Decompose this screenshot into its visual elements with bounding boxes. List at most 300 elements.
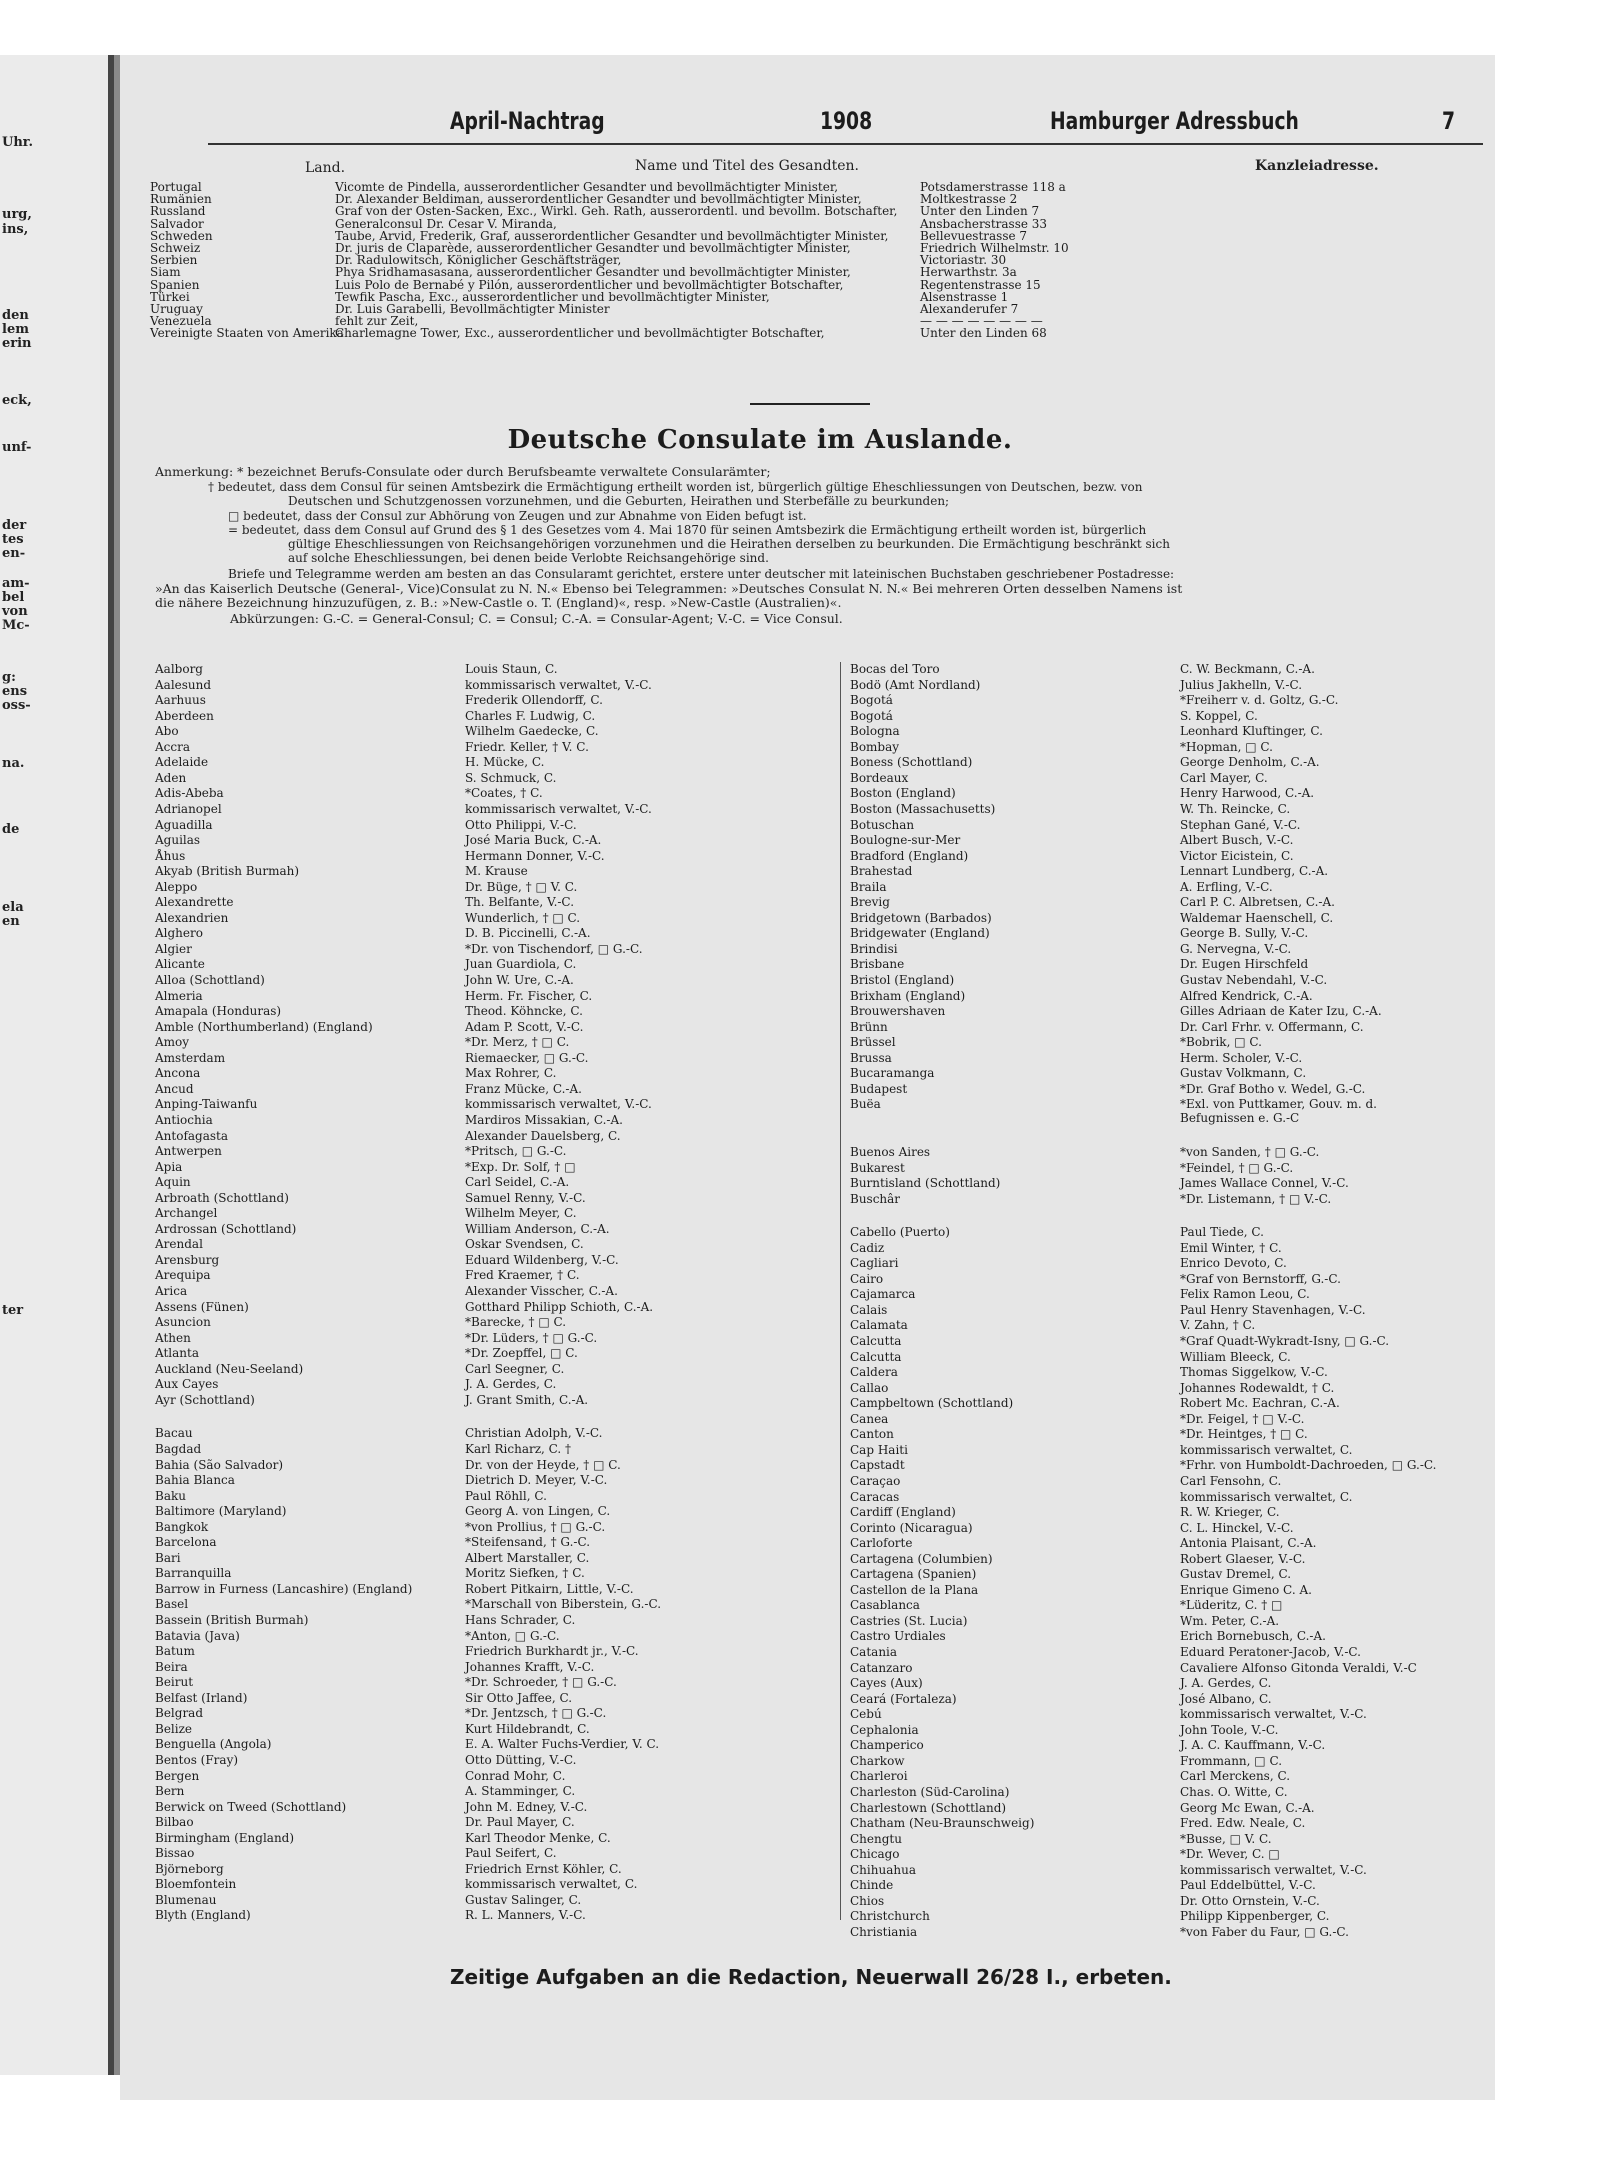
consulate-place: Calamata: [850, 1318, 908, 1333]
consulate-place: Atlanta: [155, 1346, 199, 1361]
consulate-holder: Carl Mayer, C.: [1180, 770, 1268, 785]
consulate-place: Ardrossan (Schottland): [155, 1221, 297, 1236]
consulate-holder: Carl Merckens, C.: [1180, 1769, 1291, 1784]
consulate-entry: [850, 1082, 1410, 1097]
consulate-holder: *Pritsch, □ G.-C.: [465, 1144, 567, 1159]
consulate-entry: [155, 895, 695, 910]
consulate-holder: Wunderlich, † □ C.: [465, 910, 581, 925]
consulate-place: Amsterdam: [155, 1050, 226, 1065]
margin-fragment: ens: [2, 684, 28, 699]
consulate-place: Beirut: [155, 1675, 194, 1690]
consulate-entry: [155, 1613, 695, 1628]
consulate-place: Blumenau: [155, 1892, 217, 1907]
consulate-entry: [155, 1597, 695, 1612]
consulate-holder: Waldemar Haenschell, C.: [1180, 910, 1334, 925]
consulate-holder: Samuel Renny, V.-C.: [465, 1190, 586, 1205]
consulate-holder: Adam P. Scott, V.-C.: [465, 1019, 584, 1034]
consulate-entry: [155, 1268, 695, 1283]
consulate-place: Cagliari: [850, 1256, 899, 1271]
consulate-entry: [850, 1754, 1410, 1769]
previous-page-edge: [0, 55, 108, 2075]
consulate-entry: [155, 973, 695, 988]
consulate-holder: Cavaliere Alfonso Gitonda Veraldi, V.-C: [1180, 1660, 1417, 1675]
consulate-entry: [850, 1521, 1410, 1536]
consulate-holder: Dr. Carl Frhr. v. Offermann, C.: [1180, 1019, 1364, 1034]
consulate-holder: Enrico Devoto, C.: [1180, 1256, 1287, 1271]
consulate-place: Belgrad: [155, 1706, 204, 1721]
consulate-entry: [850, 1272, 1410, 1287]
consulate-entry: [155, 1706, 695, 1721]
consulate-place: Assens (Fünen): [155, 1299, 249, 1314]
consulate-holder: Robert Pitkairn, Little, V.-C.: [465, 1581, 634, 1596]
consulate-holder: Gustav Nebendahl, V.-C.: [1180, 973, 1328, 987]
consulate-place: Bodö (Amt Nordland): [850, 677, 981, 692]
consulate-entry: [850, 1909, 1410, 1924]
consulate-holder: Emil Winter, † C.: [1180, 1240, 1282, 1255]
consulate-holder: Henry Harwood, C.-A.: [1180, 786, 1315, 801]
margin-fragment: den: [2, 308, 29, 323]
consulate-holder: S. Schmuck, C.: [465, 770, 557, 785]
consulate-entry: [850, 1241, 1410, 1256]
consulate-holder: R. L. Manners, V.-C.: [465, 1908, 586, 1923]
consulate-holder: kommissarisch verwaltet, V.-C.: [1180, 1707, 1367, 1722]
consulate-entry: [155, 957, 695, 972]
consulate-holder: Sir Otto Jaffee, C.: [465, 1690, 573, 1705]
consulate-entry: [155, 1877, 695, 1892]
consulate-place: Cayes (Aux): [850, 1676, 923, 1691]
consulate-entry: [155, 1800, 695, 1815]
consulate-entry: [155, 1191, 695, 1206]
legation-address: Alsenstrasse 1: [920, 289, 1009, 304]
consulate-holder: Paul Eddelbüttel, V.-C.: [1180, 1878, 1316, 1893]
consulate-holder: *Dr. Jentzsch, † □ G.-C.: [465, 1706, 607, 1721]
margin-fragment: Uhr.: [2, 135, 33, 150]
consulate-entry: [850, 926, 1410, 941]
margin-fragment: na.: [2, 756, 25, 771]
consulate-entry: [850, 1365, 1410, 1380]
consulate-holder: Hermann Donner, V.-C.: [465, 848, 605, 863]
consulate-entry: [155, 1393, 695, 1408]
note-line: Deutschen und Schutzgenossen vorzunehmen, und die Geburten, Heirathen und Sterbefälle zu beurkunden;: [288, 494, 950, 508]
legation-address: Ansbacherstrasse 33: [920, 216, 1048, 231]
consulate-place: Abo: [155, 724, 179, 739]
consulate-holder: José Albano, C.: [1180, 1691, 1272, 1706]
consulate-place: Caraçao: [850, 1473, 901, 1488]
consulate-holder: Th. Belfante, V.-C.: [465, 895, 575, 910]
consulate-place: Amapala (Honduras): [155, 1004, 282, 1019]
consulate-holder: Charles F. Ludwig, C.: [465, 708, 596, 723]
consulate-entry: [850, 1020, 1410, 1035]
consulate-place: Antwerpen: [155, 1144, 222, 1159]
consulate-holder: Gotthard Philipp Schioth, C.-A.: [465, 1299, 654, 1314]
consulate-place: Bern: [155, 1784, 185, 1799]
consulate-place: Brussa: [850, 1050, 892, 1065]
consulate-entry: [155, 1097, 695, 1112]
consulate-holder: Robert Mc. Eachran, C.-A.: [1180, 1396, 1340, 1411]
legation-envoy: Graf von der Osten-Sacken, Exc., Wirkl. Geh. Rath, ausserordentl. und bevollm. Botschafter,: [335, 204, 898, 219]
legation-envoy: Taube, Arvid, Frederik, Graf, ausserordentlicher Gesandter und bevollmächtigter Minister,: [335, 228, 889, 243]
consulate-place: Brisbane: [850, 957, 905, 972]
consulate-holder: kommissarisch verwaltet, C.: [1180, 1489, 1353, 1504]
consulate-place: Brüssel: [850, 1035, 896, 1050]
consulate-place: Capstadt: [850, 1458, 905, 1473]
consulate-place: Aguadilla: [155, 817, 213, 832]
consulate-entry: [850, 1145, 1410, 1160]
consulate-place: Cardiff (England): [850, 1505, 956, 1520]
consulate-holder: Carl Seidel, C.-A.: [465, 1175, 570, 1190]
consulate-holder: kommissarisch verwaltet, V.-C.: [465, 677, 652, 692]
margin-fragment: von: [2, 604, 28, 619]
consulate-holder: Erich Bornebusch, C.-A.: [1180, 1629, 1326, 1644]
consulate-place: Birmingham (England): [155, 1830, 295, 1845]
consulate-holder: Fred. Edw. Neale, C.: [1180, 1816, 1306, 1831]
consulate-holder: Herm. Fr. Fischer, C.: [465, 988, 593, 1003]
consulate-entry: [850, 662, 1410, 677]
consulate-entry: [155, 709, 695, 724]
legation-envoy: Generalconsul Dr. Cesar V. Miranda,: [335, 216, 557, 231]
consulate-holder: R. W. Krieger, C.: [1180, 1505, 1280, 1520]
consulate-place: Cap Haiti: [850, 1442, 908, 1457]
consulate-holder: *Dr. Listemann, † □ V.-C.: [1180, 1191, 1332, 1206]
consulate-holder: *Dr. Feigel, † □ V.-C.: [1180, 1411, 1305, 1426]
consulate-holder: Gustav Volkmann, C.: [1180, 1066, 1307, 1081]
consulate-holder: Dr. Büge, † □ V. C.: [465, 879, 578, 894]
consulate-holder: William Anderson, C.-A.: [465, 1221, 610, 1236]
header-issue: April-Nachtrag: [450, 107, 605, 135]
consulate-place: Aalesund: [155, 677, 212, 692]
consulate-holder: J. A. Gerdes, C.: [1180, 1676, 1272, 1691]
legation-country: Uruguay: [150, 302, 203, 316]
consulate-holder: Lennart Lundberg, C.-A.: [1180, 864, 1329, 879]
consulate-holder: Mardiros Missakian, C.-A.: [465, 1112, 623, 1127]
legation-envoy: fehlt zur Zeit,: [335, 314, 419, 329]
consulate-holder: *Feindel, † □ G.-C.: [1180, 1160, 1294, 1175]
consulate-entry: [850, 1863, 1410, 1878]
legation-envoy: Vicomte de Pindella, ausserordentlicher Gesandter und bevollmächtigter Minister,: [335, 180, 839, 194]
consulate-place: Alloa (Schottland): [155, 973, 265, 987]
consulate-entry: [155, 1004, 695, 1019]
consulate-holder: J. A. Gerdes, C.: [465, 1377, 557, 1392]
consulate-place: Budapest: [850, 1081, 908, 1096]
consulate-holder: Gilles Adriaan de Kater Izu, C.-A.: [1180, 1004, 1382, 1019]
consulate-place: Bristol (England): [850, 973, 955, 987]
consulate-place: Bridgewater (England): [850, 926, 990, 941]
legation-envoy: Phya Sridhamasasana, ausserordentlicher Gesandter und bevollmächtigter Minister,: [335, 265, 851, 280]
consulate-holder: Alexander Dauelsberg, C.: [465, 1128, 621, 1143]
consulate-entry: [850, 1412, 1410, 1427]
consulate-place: Aalborg: [155, 662, 203, 676]
consulate-place: Campbeltown (Schottland): [850, 1396, 1014, 1411]
consulate-entry: [155, 1489, 695, 1504]
consulate-entry: [155, 771, 695, 786]
consulate-entry: [155, 1815, 695, 1830]
margin-fragment: oss-: [2, 698, 31, 713]
margin-fragment: erin: [2, 336, 32, 351]
consulate-entry: [850, 1536, 1410, 1551]
consulate-entry: [155, 1551, 695, 1566]
consulate-entry: [850, 957, 1410, 972]
consulate-place: Ceará (Fortaleza): [850, 1691, 957, 1706]
consulate-entry: [155, 693, 695, 708]
consulate-entry: [155, 1237, 695, 1252]
consulate-holder: *Graf Quadt-Wykradt-Isny, □ G.-C.: [1180, 1334, 1390, 1348]
consulate-holder: Friedr. Keller, † V. C.: [465, 739, 589, 754]
legation-address: Moltkestrasse 2: [920, 192, 1018, 207]
legation-address: Unter den Linden 68: [920, 326, 1047, 341]
consulate-holder: Philipp Kippenberger, C.: [1180, 1909, 1330, 1924]
consulate-place: Chihuahua: [850, 1862, 916, 1877]
consulate-place: Aberdeen: [155, 708, 214, 723]
consulate-place: Chatham (Neu-Braunschweig): [850, 1816, 1035, 1831]
consulate-place: Cabello (Puerto): [850, 1225, 950, 1240]
consulate-place: Brixham (England): [850, 988, 966, 1003]
margin-fragment: Mc-: [2, 618, 30, 633]
consulate-place: Charleroi: [850, 1769, 908, 1784]
consulate-holder: Herm. Scholer, V.-C.: [1180, 1050, 1303, 1065]
consulate-holder: *Bobrik, □ C.: [1180, 1035, 1262, 1050]
consulate-entry: [850, 1614, 1410, 1629]
consulate-holder: Louis Staun, C.: [465, 662, 558, 676]
consulate-place: Bocas del Toro: [850, 662, 940, 676]
consulate-entry: [850, 1318, 1410, 1333]
consulate-entry: [850, 1066, 1410, 1081]
consulate-holder: Christian Adolph, V.-C.: [465, 1426, 603, 1441]
legation-country: Venezuela: [150, 314, 212, 329]
consulate-place: Ancud: [155, 1081, 194, 1096]
consulate-place: Athen: [155, 1330, 191, 1345]
consulate-place: Cebú: [850, 1707, 882, 1722]
consulate-entry: [850, 771, 1410, 786]
consulate-holder: *von Prollius, † □ G.-C.: [465, 1519, 606, 1534]
consulate-holder: Fred Kraemer, † C.: [465, 1268, 580, 1283]
consulate-place: Asuncion: [155, 1315, 211, 1330]
consulate-entry: [155, 1377, 695, 1392]
consulate-holder: *Lüderitz, C. † □: [1180, 1598, 1283, 1613]
consulate-place: Calais: [850, 1302, 888, 1317]
consulate-place: Aarhuus: [155, 693, 206, 708]
consulate-entry: [155, 1113, 695, 1128]
consulate-entry: [155, 1582, 695, 1597]
consulate-holder: J. A. C. Kauffmann, V.-C.: [1180, 1738, 1326, 1753]
consulate-holder: Victor Eicistein, C.: [1180, 848, 1294, 863]
consulate-entry: [155, 1908, 695, 1923]
consulate-holder: Dr. Otto Ornstein, V.-C.: [1180, 1893, 1320, 1908]
consulate-entry: [155, 1129, 695, 1144]
legation-address: — — — — — — — —: [920, 314, 1043, 329]
consulate-entry: [850, 895, 1410, 910]
legation-address: Alexanderufer 7: [920, 302, 1019, 316]
consulate-place: Boston (Massachusetts): [850, 801, 996, 816]
consulate-entry: [155, 1846, 695, 1861]
legation-country: Serbien: [150, 253, 198, 268]
consulate-holder: Georg Mc Ewan, C.-A.: [1180, 1800, 1315, 1815]
consulate-place: Charlestown (Schottland): [850, 1800, 1007, 1815]
consulate-holder: Hans Schrader, C.: [465, 1613, 576, 1627]
consulate-holder: kommissarisch verwaltet, V.-C.: [465, 801, 652, 816]
margin-fragment: eck,: [2, 393, 32, 408]
consulate-holder: kommissarisch verwaltet, C.: [1180, 1442, 1353, 1457]
consulate-place: Ayr (Schottland): [155, 1392, 255, 1407]
consulate-holder: Frederik Ollendorff, C.: [465, 693, 603, 708]
consulate-place: Bradford (England): [850, 848, 969, 863]
consulate-entry: [155, 1346, 695, 1361]
consulate-entry: [155, 1753, 695, 1768]
consulate-holder: Dietrich D. Meyer, V.-C.: [465, 1473, 608, 1488]
consulate-entry: [850, 1847, 1410, 1862]
consulate-holder: Alexander Visscher, C.-A.: [465, 1284, 618, 1298]
margin-fragment: ins,: [2, 222, 29, 237]
consulate-place: Batavia (Java): [155, 1628, 240, 1643]
consulate-entry: [850, 1925, 1410, 1940]
consulate-holder: *Dr. Merz, † □ C.: [465, 1035, 570, 1050]
consulate-place: Belfast (Irland): [155, 1690, 248, 1705]
consulate-holder: John W. Ure, C.-A.: [465, 973, 574, 987]
legation-country: Portugal: [150, 180, 202, 194]
consulate-holder: *Coates, † C.: [465, 786, 543, 801]
legation-address: Regentenstrasse 15: [920, 277, 1041, 292]
consulate-holder: Julius Jakhelln, V.-C.: [1180, 677, 1303, 692]
consulate-place: Bloemfontein: [155, 1877, 237, 1892]
consulate-holder: Paul Röhll, C.: [465, 1488, 547, 1503]
consulate-entry: [850, 1894, 1410, 1909]
consulate-entry: [155, 1206, 695, 1221]
consulate-place: Chinde: [850, 1878, 894, 1893]
document-page: [120, 55, 1495, 2100]
margin-fragment: unf-: [2, 440, 32, 455]
legation-envoy: Dr. juris de Claparède, ausserordentlicher Gesandter und bevollmächtigter Minister,: [335, 241, 851, 255]
consulate-place: Bahia Blanca: [155, 1473, 235, 1488]
consulate-entry: [155, 1769, 695, 1784]
consulate-holder: James Wallace Connel, V.-C.: [1180, 1176, 1349, 1191]
consulate-entry: [850, 1723, 1410, 1738]
consulate-place: Bacau: [155, 1426, 193, 1441]
consulate-place: Cajamarca: [850, 1287, 916, 1302]
consulate-holder: George Denholm, C.-A.: [1180, 755, 1320, 770]
legation-country: Rumänien: [150, 192, 212, 207]
consulate-holder: *Dr. Heintges, † □ C.: [1180, 1427, 1308, 1442]
consulate-entry: [155, 1737, 695, 1752]
consulate-holder: Friedrich Burkhardt jr., V.-C.: [465, 1644, 639, 1659]
consulate-entry: [850, 880, 1410, 895]
consulate-entry: [155, 1691, 695, 1706]
note-line: = bedeutet, dass dem Consul auf Grund des § 1 des Gesetzes vom 4. Mai 1870 für seinen Amtsbezirk die Ermächtigung ertheilt worden ist, bürgerlich: [228, 523, 1147, 537]
consulate-entry: [155, 678, 695, 693]
consulate-place: Almeria: [155, 988, 203, 1003]
consulate-holder: *Graf von Bernstorff, G.-C.: [1180, 1271, 1341, 1286]
consulate-place: Casablanca: [850, 1598, 920, 1613]
consulate-holder: *Marschall von Biberstein, G.-C.: [465, 1597, 662, 1612]
consulate-entry: [155, 1784, 695, 1799]
consulate-place: Brindisi: [850, 941, 898, 956]
consulate-entry: [850, 1350, 1410, 1365]
consulate-entry: [155, 1893, 695, 1908]
consulate-holder: V. Zahn, † C.: [1180, 1318, 1256, 1333]
consulate-holder: Oskar Svendsen, C.: [465, 1237, 584, 1252]
consulate-entry: [155, 724, 695, 739]
consulate-place: Brevig: [850, 895, 890, 910]
col-header-land: Land.: [305, 160, 346, 176]
consulate-entry: [850, 1567, 1410, 1582]
consulate-place: Brahestad: [850, 864, 913, 879]
consulate-holder: kommissarisch verwaltet, C.: [465, 1877, 638, 1892]
header-title: Hamburger Adressbuch: [1050, 107, 1299, 135]
consulate-place: Castellon de la Plana: [850, 1582, 979, 1597]
consulate-entry: [850, 911, 1410, 926]
consulate-holder: *Dr. Wever, C. □: [1180, 1847, 1280, 1862]
consulate-holder: *Anton, □ G.-C.: [465, 1628, 560, 1643]
margin-fragment: ter: [2, 1303, 24, 1318]
consulate-entry: [850, 678, 1410, 693]
consulate-holder: *Dr. Zoepffel, □ C.: [465, 1346, 578, 1361]
consulate-holder: Otto Dütting, V.-C.: [465, 1752, 577, 1767]
consulate-place: Canea: [850, 1411, 889, 1426]
consulate-entry: [155, 911, 695, 926]
consulate-entry: [155, 864, 695, 879]
consulate-place: Chengtu: [850, 1831, 902, 1846]
consulate-place: Cartagena (Spanien): [850, 1567, 977, 1582]
consulate-place: Buëa: [850, 1097, 881, 1112]
consulate-entry: [850, 1097, 1410, 1126]
consulate-holder: Dr. Paul Mayer, C.: [465, 1815, 575, 1830]
consulate-entry: [850, 1004, 1410, 1019]
consulate-holder: Chas. O. Witte, C.: [1180, 1784, 1288, 1799]
consulate-entry: [155, 662, 695, 677]
consulate-place: Canton: [850, 1427, 894, 1442]
consulate-entry: [850, 1396, 1410, 1411]
legation-country: Schweiz: [150, 241, 201, 255]
consulate-place: Apia: [155, 1159, 183, 1174]
consulate-place: Burntisland (Schottland): [850, 1176, 1001, 1191]
consulate-entry: [850, 1256, 1410, 1271]
consulate-entry: [155, 1426, 695, 1441]
consulate-place: Alexandrette: [155, 895, 234, 910]
consulate-place: Cartagena (Columbien): [850, 1551, 993, 1566]
consulate-entry: [850, 1176, 1410, 1191]
consulate-holder: C. W. Beckmann, C.-A.: [1180, 662, 1315, 676]
consulate-place: Aleppo: [155, 879, 198, 894]
consulate-holder: Paul Henry Stavenhagen, V.-C.: [1180, 1302, 1366, 1317]
consulate-place: Buenos Aires: [850, 1144, 931, 1159]
consulate-entry: [850, 864, 1410, 879]
consulate-entry: [850, 740, 1410, 755]
consulate-place: Aden: [155, 770, 187, 785]
consulate-entry: [850, 942, 1410, 957]
consulate-holder: *Exl. von Puttkamer, Gouv. m. d. Befugnissen e. G.-C: [1180, 1097, 1377, 1126]
consulate-holder: John M. Edney, V.-C.: [465, 1799, 588, 1814]
legation-envoy: Tewfik Pascha, Exc., ausserordentlicher und bevollmächtigter Minister,: [335, 289, 770, 304]
consulate-place: Braila: [850, 879, 887, 894]
consulate-place: Bologna: [850, 724, 900, 739]
consulate-place: Catania: [850, 1645, 898, 1659]
consulate-entry: [155, 1144, 695, 1159]
consulate-holder: Paul Tiede, C.: [1180, 1225, 1264, 1240]
consulate-place: Bagdad: [155, 1441, 202, 1456]
consulate-entry: [850, 1443, 1410, 1458]
consulate-entry: [155, 1504, 695, 1519]
consulate-place: Cairo: [850, 1271, 884, 1286]
consulate-place: Alexandrien: [155, 910, 229, 925]
consulate-holder: Wilhelm Meyer, C.: [465, 1206, 577, 1221]
consulate-entry: [850, 1225, 1410, 1240]
consulate-place: Adelaide: [155, 755, 209, 770]
consulate-holder: *Dr. Lüders, † □ G.-C.: [465, 1330, 598, 1345]
legation-address: Friedrich Wilhelmstr. 10: [920, 241, 1069, 255]
consulate-holder: José Maria Buck, C.-A.: [465, 833, 602, 848]
consulate-place: Castro Urdiales: [850, 1629, 946, 1644]
consulate-entry: [850, 1785, 1410, 1800]
consulate-place: Ancona: [155, 1066, 201, 1081]
consulate-entry: [155, 1035, 695, 1050]
